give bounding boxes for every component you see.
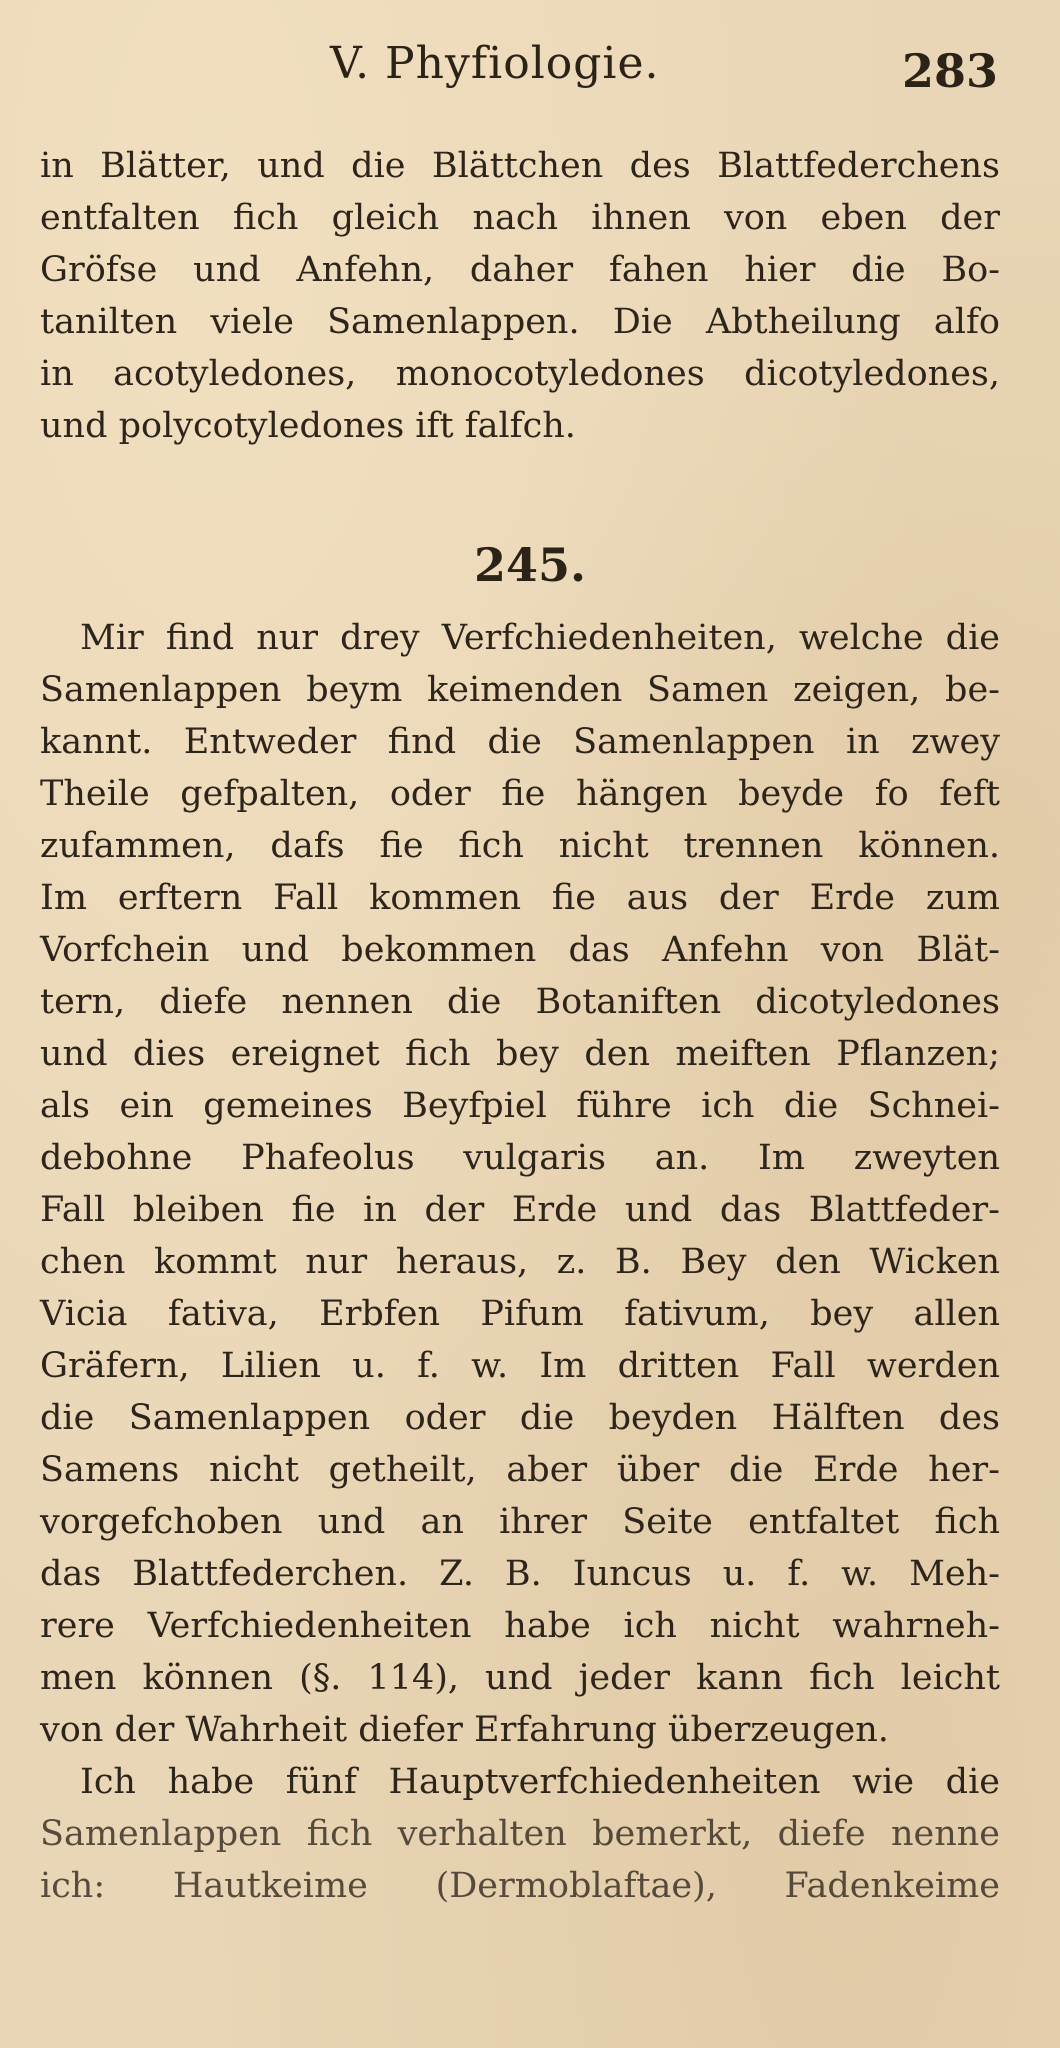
text-line: rere Verfchiedenheiten habe ich nicht wahrneh- xyxy=(40,1606,1000,1646)
running-head xyxy=(0,38,1060,108)
text-line: chen kommt nur heraus, z. B. Bey den Wicken xyxy=(40,1242,1000,1282)
text-line: Im erftern Fall kommen fie aus der Erde zum xyxy=(40,878,1000,918)
text-line: ich: Hautkeime (Dermoblaftae), Fadenkeime xyxy=(40,1866,1000,1906)
text-line: debohne Phafeolus vulgaris an. Im zweyten xyxy=(40,1138,1000,1178)
text-line: und polycotyledones ift falfch. xyxy=(40,406,576,446)
text-line: Vicia fativa, Erbfen Pifum fativum, bey allen xyxy=(40,1294,1000,1334)
text-line: tern, diefe nennen die Botaniften dicotyledones xyxy=(40,982,1000,1022)
text-line: Vorfchein und bekommen das Anfehn von Blät- xyxy=(40,930,1000,970)
text-line: men können (§. 114), und jeder kann fich leicht xyxy=(40,1658,1000,1698)
text-line: Gräfern, Lilien u. f. w. Im dritten Fall werden xyxy=(40,1346,1000,1386)
text-line: Ich habe fünf Hauptverfchiedenheiten wie die xyxy=(80,1762,1000,1802)
text-line: Gröfse und Anfehn, daher fahen hier die Bo- xyxy=(40,250,1000,290)
text-line: das Blattfederchen. Z. B. Iuncus u. f. w. Meh- xyxy=(40,1554,1000,1594)
text-line: Fall bleiben fie in der Erde und das Blattfeder- xyxy=(40,1190,1000,1230)
text-line: zufammen, dafs fie fich nicht trennen können. xyxy=(40,826,1000,866)
text-line: Samenlappen fich verhalten bemerkt, diefe nenne xyxy=(40,1814,1000,1854)
text-line: in acotyledones, monocotyledones dicotyledones, xyxy=(40,354,1000,394)
text-line: vorgefchoben und an ihrer Seite entfaltet fich xyxy=(40,1502,1000,1542)
text-line: Samenlappen beym keimenden Samen zeigen, be- xyxy=(40,670,1000,710)
text-line: entfalten fich gleich nach ihnen von eben der xyxy=(40,198,1000,238)
text-line: Samens nicht getheilt, aber über die Erde her- xyxy=(40,1450,1000,1490)
text-line: von der Wahrheit diefer Erfahrung überzeugen. xyxy=(40,1710,889,1750)
section-number: 245. xyxy=(473,538,587,592)
text-line: in Blätter, und die Blättchen des Blattfederchens xyxy=(40,146,1000,186)
text-line: die Samenlappen oder die beyden Hälften des xyxy=(40,1398,1000,1438)
text-line: Theile gefpalten, oder fie hängen beyde fo feft xyxy=(40,774,1000,814)
text-line: tanilten viele Samenlappen. Die Abtheilung alfo xyxy=(40,302,1000,342)
text-line: Mir find nur drey Verfchiedenheiten, welche die xyxy=(80,618,1000,658)
chapter-title: V. Phyfiologie. xyxy=(330,38,660,89)
text-line: kannt. Entweder find die Samenlappen in zwey xyxy=(40,722,1000,762)
text-line: und dies ereignet fich bey den meiften Pflanzen; xyxy=(40,1034,1000,1074)
text-line: als ein gemeines Beyfpiel führe ich die Schnei- xyxy=(40,1086,1000,1126)
page-number: 283 xyxy=(901,44,998,98)
